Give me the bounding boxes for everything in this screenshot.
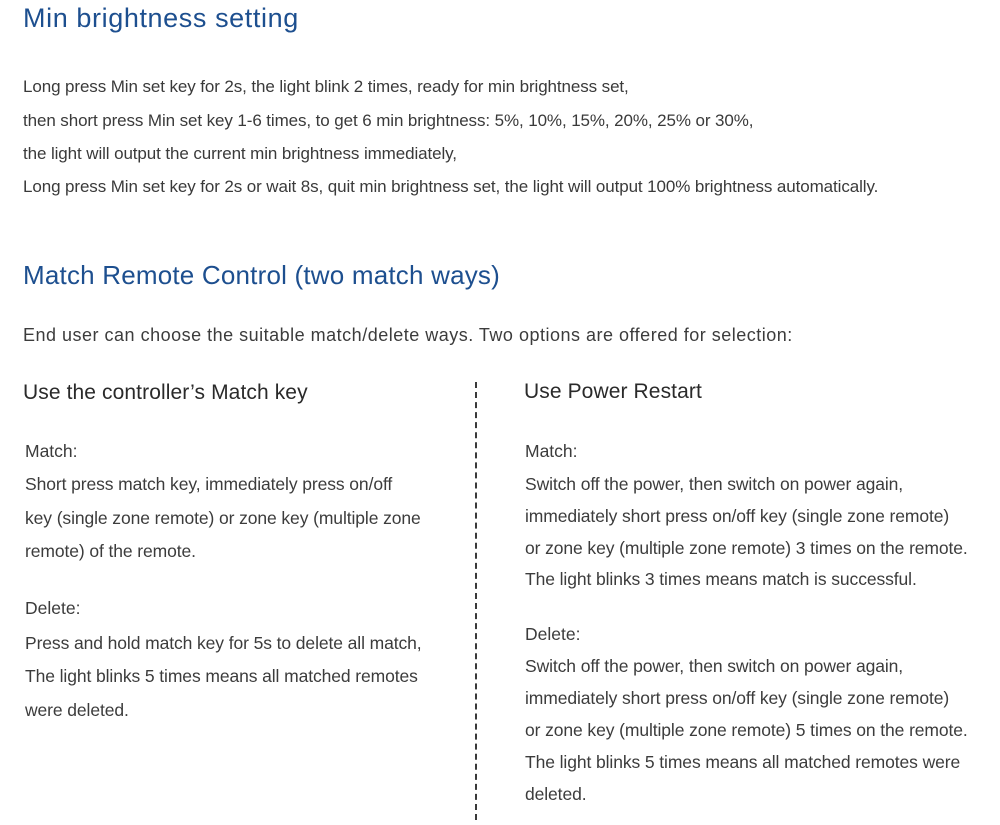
left-delete-line-1: Press and hold match key for 5s to delete all match, <box>25 633 422 653</box>
left-match-line-1: Short press match key, immediately press on/off <box>25 474 393 494</box>
right-match-line-3: or zone key (multiple zone remote) 3 times on the remote. <box>525 538 968 558</box>
right-delete-line-2: immediately short press on/off key (single zone remote) <box>525 688 950 708</box>
min-brightness-line-3: the light will output the current min brightness immediately, <box>23 144 457 163</box>
min-brightness-line-2: then short press Min set key 1-6 times, to get 6 min brightness: 5%, 10%, 15%, 20%, 25% or 30%, <box>23 111 754 130</box>
match-remote-heading: Match Remote Control (two match ways) <box>23 260 500 290</box>
right-match-line-4: The light blinks 3 times means match is successful. <box>525 569 917 589</box>
right-delete-line-4: The light blinks 5 times means all matched remotes were <box>525 752 961 772</box>
left-delete-line-2: The light blinks 5 times means all matched remotes <box>25 666 418 686</box>
min-brightness-line-1: Long press Min set key for 2s, the light blink 2 times, ready for min brightness set, <box>23 77 629 96</box>
right-match-label: Match: <box>525 441 578 461</box>
right-match-line-1: Switch off the power, then switch on power again, <box>525 474 904 494</box>
left-match-label: Match: <box>25 441 78 461</box>
left-delete-line-3: were deleted. <box>25 700 129 720</box>
right-column-title: Use Power Restart <box>524 380 702 403</box>
left-delete-label: Delete: <box>25 598 81 618</box>
right-delete-line-5: deleted. <box>525 784 587 804</box>
min-brightness-heading: Min brightness setting <box>23 3 299 33</box>
left-column-title: Use the controller’s Match key <box>23 381 308 404</box>
min-brightness-line-4: Long press Min set key for 2s or wait 8s, quit min brightness set, the light will output 100% brightness automatically. <box>23 177 879 196</box>
left-match-line-3: remote) of the remote. <box>25 541 196 561</box>
right-delete-label: Delete: <box>525 624 581 644</box>
match-remote-intro: End user can choose the suitable match/delete ways. Two options are offered for selection: <box>23 325 793 345</box>
right-match-line-2: immediately short press on/off key (single zone remote) <box>525 506 950 526</box>
right-delete-line-3: or zone key (multiple zone remote) 5 times on the remote. <box>525 720 968 740</box>
column-divider <box>475 382 477 820</box>
left-match-line-2: key (single zone remote) or zone key (multiple zone <box>25 508 421 528</box>
right-delete-line-1: Switch off the power, then switch on power again, <box>525 656 904 676</box>
